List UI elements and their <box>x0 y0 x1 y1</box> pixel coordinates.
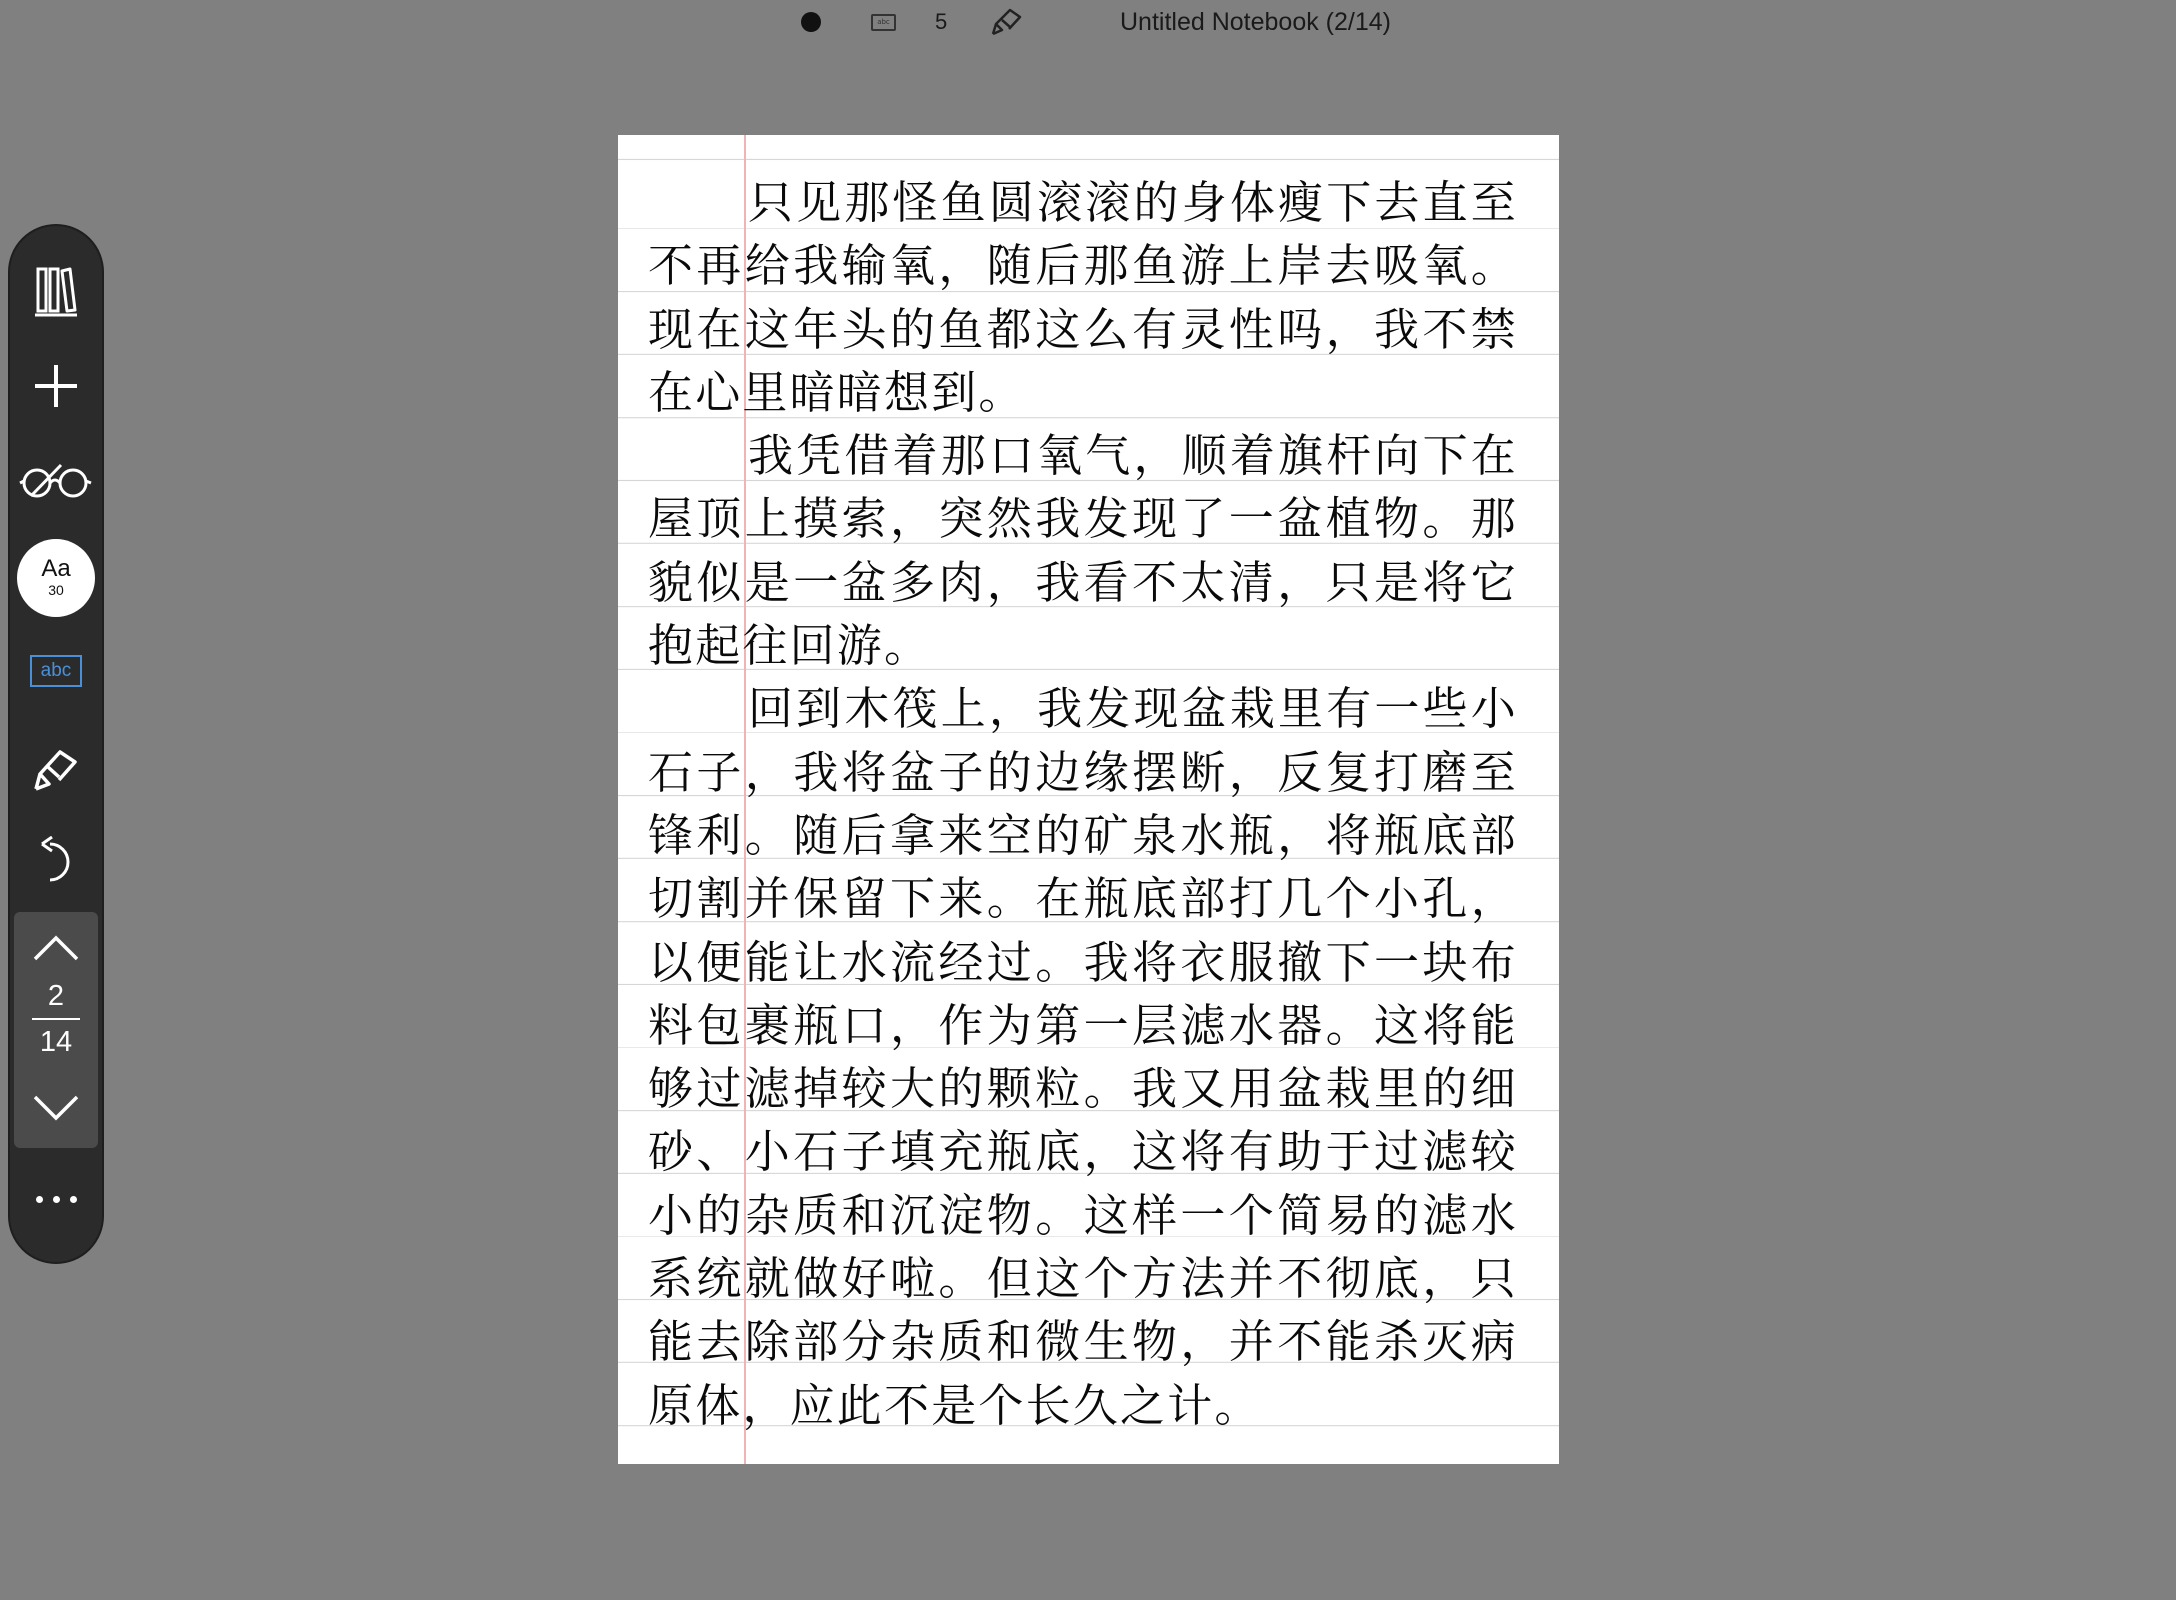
next-page-button[interactable] <box>14 1082 98 1134</box>
top-status-bar <box>0 0 2176 44</box>
pen-size-indicator[interactable]: 5 <box>935 9 948 34</box>
more-icon <box>36 1196 77 1203</box>
keyboard-button[interactable] <box>871 0 896 44</box>
chevron-up-icon <box>32 934 80 962</box>
font-size-indicator <box>17 539 95 617</box>
reading-mode-button[interactable] <box>10 446 102 516</box>
pen-hand-icon <box>990 7 1026 37</box>
notebook-title: Untitled Notebook (2/14) <box>1120 7 1391 36</box>
font-label: Aa <box>41 555 71 582</box>
left-toolbar <box>8 224 104 1264</box>
more-options-button[interactable] <box>10 1174 102 1224</box>
pen-color-button[interactable] <box>801 0 821 44</box>
undo-button[interactable] <box>10 826 102 896</box>
text-recognition-button[interactable] <box>10 636 102 706</box>
library-button[interactable] <box>10 256 102 326</box>
page-navigator <box>14 912 98 1148</box>
notebook-page[interactable] <box>618 135 1559 1464</box>
font-size-button[interactable] <box>10 538 102 618</box>
chevron-down-icon <box>32 1094 80 1122</box>
pen-mode-button[interactable] <box>990 0 1026 44</box>
keyboard-icon: abc <box>871 14 896 31</box>
page-text[interactable] <box>648 171 1518 1437</box>
library-icon <box>33 265 79 317</box>
paragraph-1: 只见那怪鱼圆滚滚的身体瘦下去直至不再给我输氧，随后那鱼游上岸去吸氧。现在这年头的鱼都这么有灵性吗，我不禁在心里暗暗想到。 <box>648 176 1518 419</box>
undo-icon <box>36 836 76 886</box>
paragraph-2: 我凭借着那口氧气，顺着旗杆向下在屋顶上摸索，突然我发现了一盆植物。那貌似是一盆多肉，我看不太清，只是将它抱起往回游。 <box>648 429 1518 673</box>
pen-color-dot-icon <box>801 12 821 32</box>
abc-icon: abc <box>30 655 82 687</box>
previous-page-button[interactable] <box>14 922 98 974</box>
page-divider <box>32 1018 80 1020</box>
handwriting-mode-button[interactable] <box>10 734 102 804</box>
current-page-number: 2 <box>47 980 65 1012</box>
add-page-button[interactable] <box>10 351 102 421</box>
pen-hand-icon <box>31 744 81 794</box>
font-size-value: 30 <box>48 582 64 598</box>
plus-icon <box>33 363 79 409</box>
total-pages-number: 14 <box>39 1026 73 1058</box>
paragraph-3: 回到木筏上，我发现盆栽里有一些小石子，我将盆子的边缘摆断，反复打磨至锋利。随后拿来空的矿泉水瓶，将瓶底部切割并保留下来。在瓶底部打几个小孔，以便能让水流经过。我将衣服撤下一块布料包裹瓶口，作为第一层滤水器。这将能够过滤掉较大的颗粒。我又用盆栽里的细砂、小石子填充瓶底，这将有助于过滤较小的杂质和沉淀物。这样一个简易的滤水系统就做好啦。但这个方法并不彻底，只能去除部分杂质和微生物，并不能杀灭病原体，应此不是个长久之计。 <box>648 682 1518 1432</box>
glasses-icon <box>19 461 93 501</box>
